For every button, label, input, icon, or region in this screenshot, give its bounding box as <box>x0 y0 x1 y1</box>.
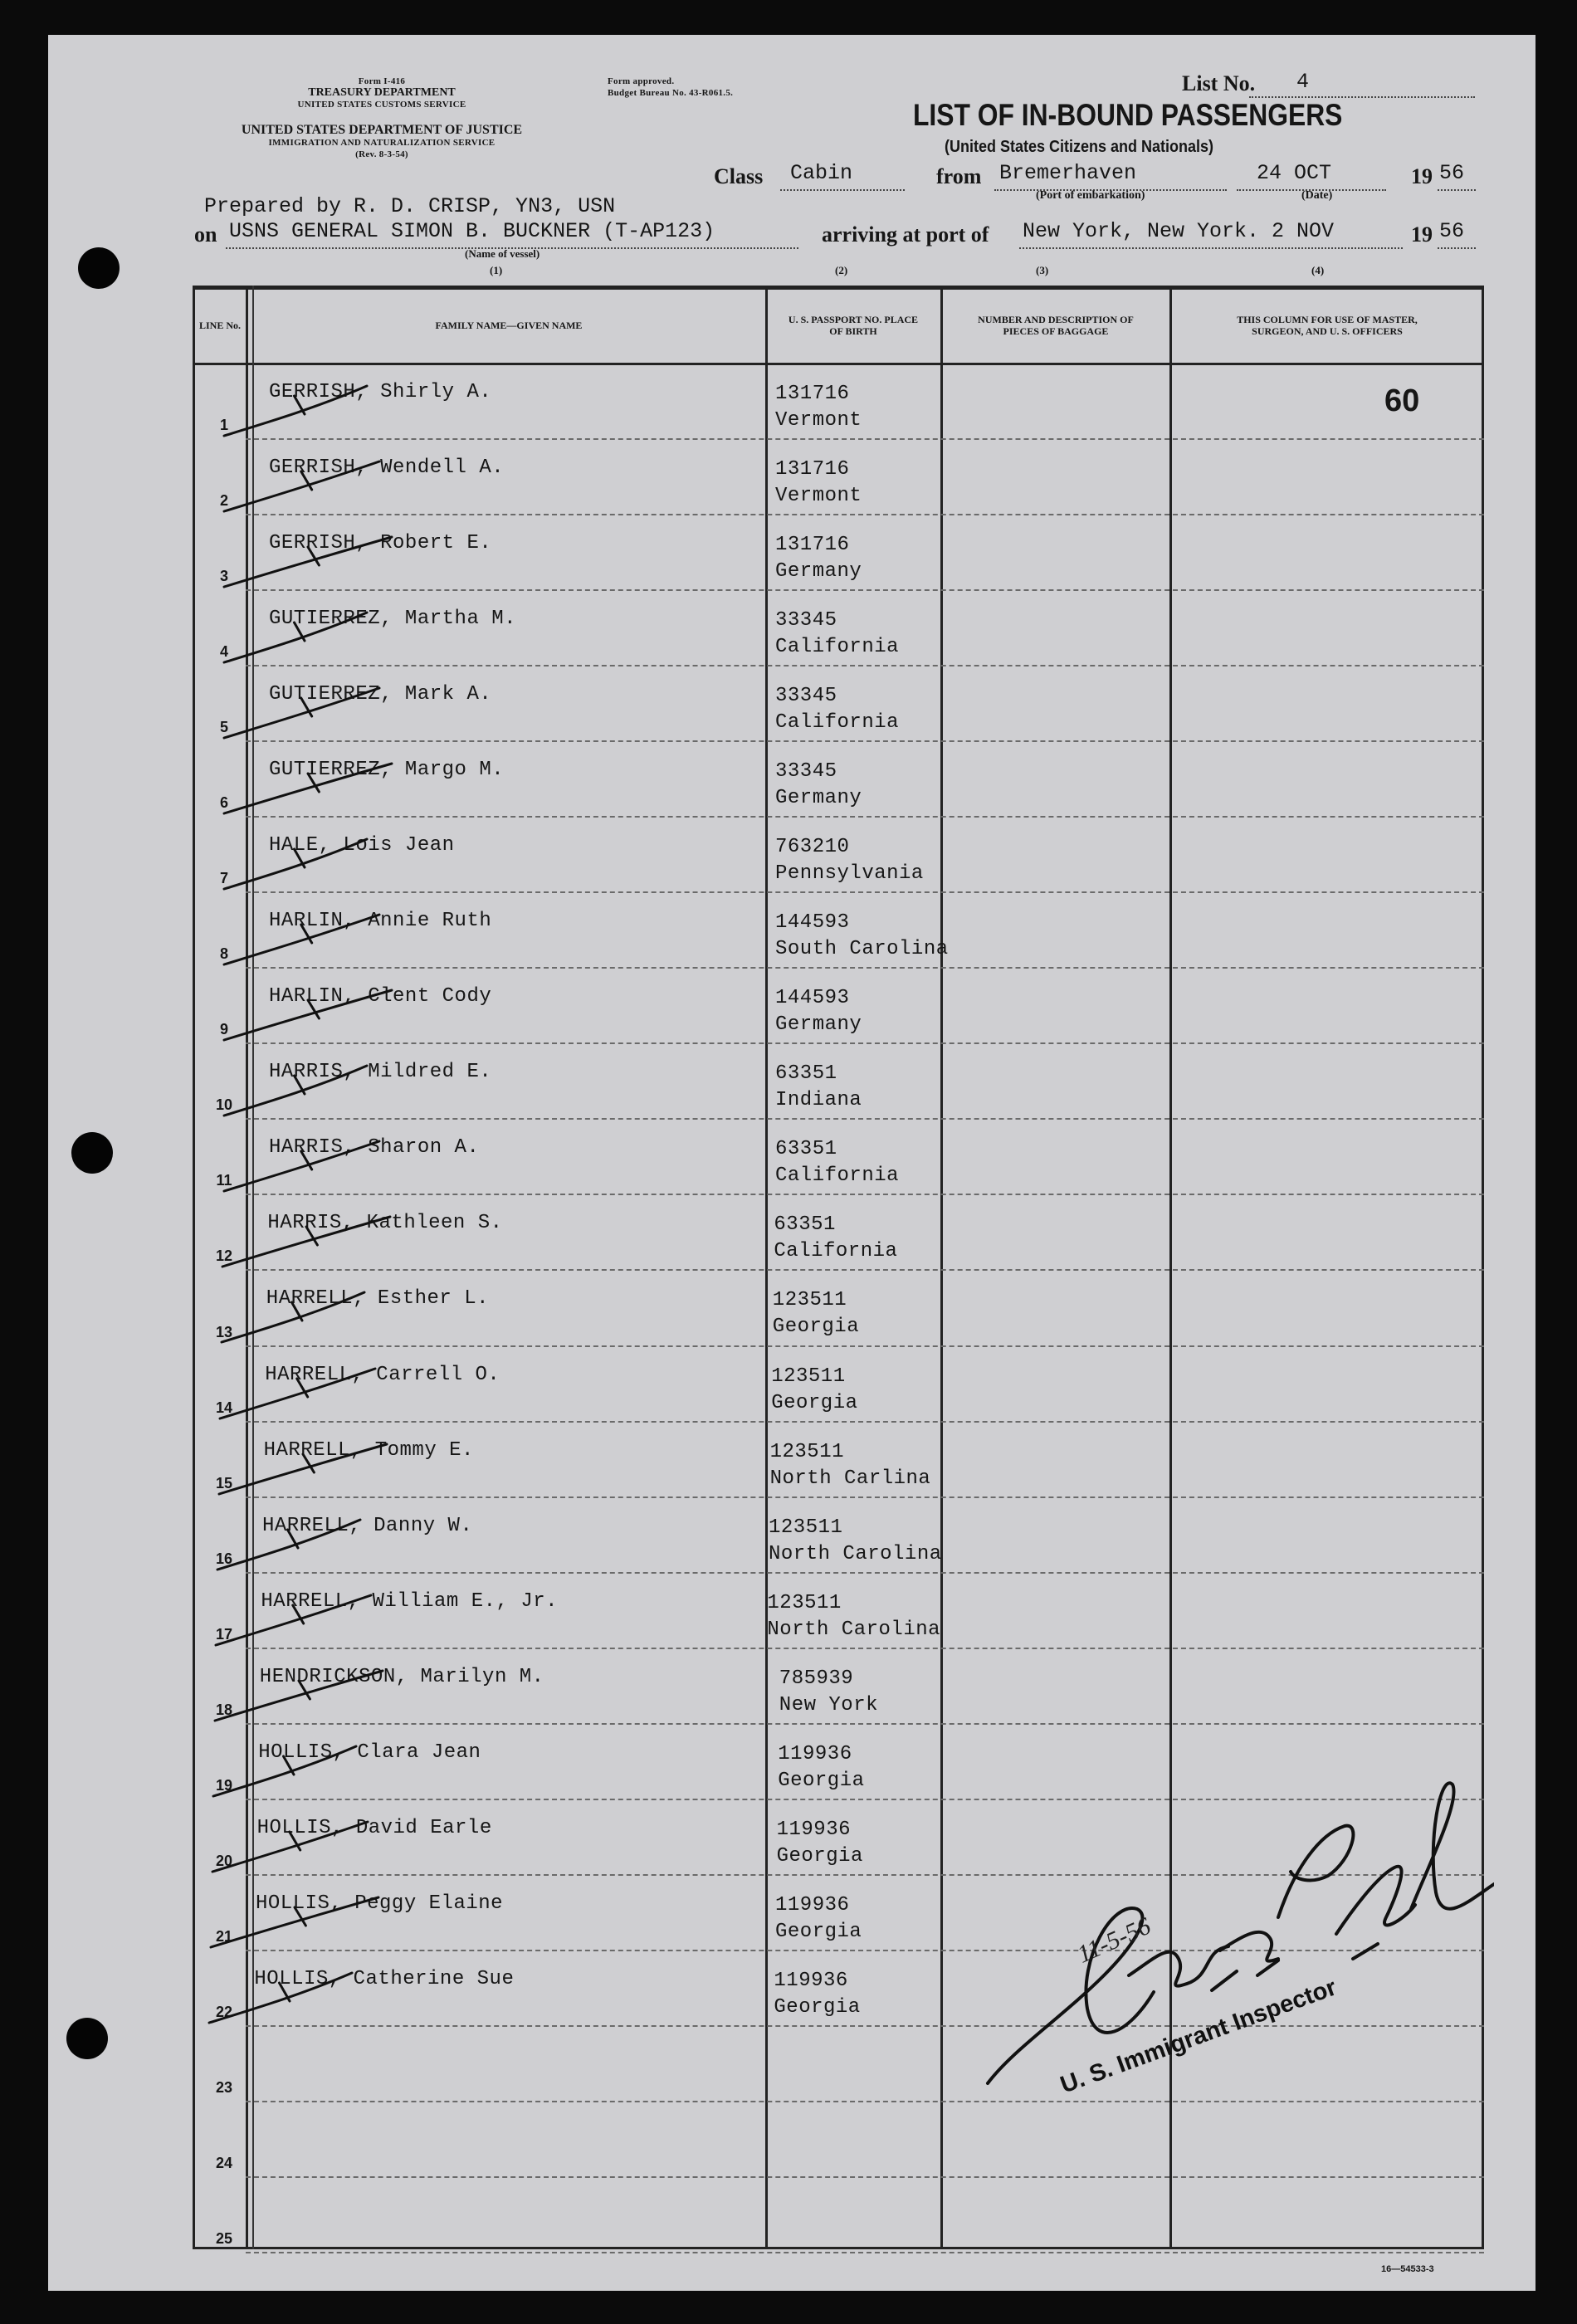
row-passenger-name: HOLLIS, Peggy Elaine <box>256 1892 504 1915</box>
row-check-mark <box>213 1354 396 1428</box>
row-place-of-birth: Vermont <box>775 409 862 432</box>
row-passport-no: 63351 <box>775 1062 837 1086</box>
row-line-number: 21 <box>215 1927 233 1945</box>
row-passenger-name: HARRELL, William E., Jr. <box>261 1589 559 1613</box>
row-line-number: 2 <box>219 492 228 510</box>
binder-hole-top <box>78 247 120 289</box>
class-label: Class <box>714 164 764 188</box>
binder-hole-bottom <box>66 2018 108 2059</box>
column-number-3: (3) <box>1036 264 1049 276</box>
row-line-number: 18 <box>215 1701 233 1718</box>
row-place-of-birth: Germany <box>775 787 862 810</box>
row-passport-no: 33345 <box>775 685 837 708</box>
row-place-of-birth: Georgia <box>776 1844 863 1868</box>
row-check-mark <box>208 1656 391 1731</box>
row-line-number: 1 <box>219 417 228 434</box>
row-passport-no: 123511 <box>767 1591 842 1614</box>
row-passenger-name: HOLLIS, David Earle <box>256 1816 492 1839</box>
row-passenger-name: HARRIS, Kathleen S. <box>267 1212 503 1235</box>
row-passenger-name: HARRIS, Mildred E. <box>269 1061 492 1084</box>
row-check-mark <box>217 371 400 446</box>
row-passenger-name: HALE, Lois Jean <box>269 834 455 857</box>
vessel-name: USNS GENERAL SIMON B. BUCKNER (T-AP123) <box>229 219 715 243</box>
row-check-mark <box>217 522 400 597</box>
on-label: on <box>194 222 217 247</box>
revision: (Rev. 8-3-54) <box>355 149 408 159</box>
row-check-mark <box>217 900 400 974</box>
inspector-signature-stamp <box>963 1768 1494 2100</box>
binder-hole-middle <box>71 1132 113 1174</box>
row-line-number: 11 <box>216 1172 232 1189</box>
embarkation-port: Bremerhaven <box>999 161 1137 185</box>
row-passport-no: 123511 <box>771 1365 846 1388</box>
row-passport-no: 119936 <box>778 1742 852 1765</box>
header-baggage: NUMBER AND DESCRIPTION OF PIECES OF BAGGAGE <box>978 314 1134 337</box>
row-passport-no: 763210 <box>775 836 850 859</box>
row-passenger-name: GERRISH, Wendell A. <box>269 456 505 480</box>
row-passport-no: 123511 <box>769 1440 845 1463</box>
row-passport-no: 119936 <box>776 1818 852 1841</box>
ins-service: IMMIGRATION AND NATURALIZATION SERVICE <box>268 138 496 148</box>
row-place-of-birth: Georgia <box>771 1391 858 1414</box>
row-place-of-birth: Germany <box>775 560 862 583</box>
row-line-number: 5 <box>219 719 228 736</box>
row-passport-no: 63351 <box>774 1213 836 1237</box>
row-separator <box>246 514 1484 515</box>
year2-suffix: 56 <box>1439 219 1465 243</box>
row-line-number: 24 <box>215 2154 233 2171</box>
row-place-of-birth: Georgia <box>778 1769 865 1792</box>
list-no-value: 4 <box>1296 70 1310 94</box>
row-passport-no: 144593 <box>775 911 850 935</box>
row-passenger-name: GUTIERREZ, Martha M. <box>269 608 517 631</box>
stamp-date: 11-5-56 <box>1073 1911 1155 1969</box>
row-passport-no: 123511 <box>772 1289 847 1312</box>
row-separator <box>246 2252 1484 2253</box>
row-separator <box>246 1194 1484 1195</box>
row-check-mark <box>217 673 400 748</box>
row-line-number: 9 <box>219 1021 228 1038</box>
class-value: Cabin <box>790 161 853 185</box>
row-place-of-birth: Georgia <box>772 1316 860 1339</box>
row-line-number: 22 <box>215 2003 233 2020</box>
row-line-number: 6 <box>219 794 228 812</box>
passenger-count-note: 60 <box>1384 383 1420 418</box>
from-label: from <box>936 164 982 188</box>
row-separator <box>246 1345 1484 1347</box>
row-place-of-birth: Indiana <box>775 1089 862 1112</box>
row-line-number: 3 <box>219 568 228 585</box>
row-passport-no: 785939 <box>779 1667 854 1690</box>
form-approved: Form approved. <box>608 76 675 86</box>
row-passport-no: 33345 <box>775 760 837 784</box>
customs-service: UNITED STATES CUSTOMS SERVICE <box>297 100 466 110</box>
row-line-number: 14 <box>215 1399 233 1416</box>
year2-prefix: 19 <box>1411 222 1433 247</box>
row-check-mark <box>207 1731 389 1806</box>
treasury-dept: TREASURY DEPARTMENT <box>308 86 456 99</box>
row-check-mark <box>217 447 400 521</box>
row-check-mark <box>211 1505 393 1579</box>
list-no-label: List No. <box>1182 71 1256 95</box>
row-place-of-birth: California <box>775 1164 900 1188</box>
justice-dept: UNITED STATES DEPARTMENT OF JUSTICE <box>241 123 523 137</box>
row-line-number: 16 <box>215 1550 233 1567</box>
row-line-number: 13 <box>215 1323 233 1340</box>
row-passport-no: 119936 <box>774 1969 848 1992</box>
row-check-mark <box>216 1202 398 1277</box>
row-separator <box>246 1269 1484 1271</box>
row-passport-no: 33345 <box>775 609 837 632</box>
footer-code: 16—54533-3 <box>1381 2264 1434 2274</box>
row-separator <box>246 1648 1484 1649</box>
row-line-number: 23 <box>215 2078 233 2096</box>
row-separator <box>246 665 1484 666</box>
row-separator <box>246 2101 1484 2102</box>
form-number: Form I-416 <box>358 76 406 86</box>
row-line-number: 7 <box>219 870 228 887</box>
row-passenger-name: HARLIN, Annie Ruth <box>269 910 492 933</box>
row-passenger-name: HARRELL, Esther L. <box>266 1287 490 1311</box>
header-name: FAMILY NAME—GIVEN NAME <box>435 320 583 331</box>
row-check-mark <box>215 1277 398 1352</box>
row-separator <box>246 589 1484 591</box>
header-officers: THIS COLUMN FOR USE OF MASTER, SURGEON, AND U. S. OFFICERS <box>1237 314 1418 337</box>
arriving-label: arriving at port of <box>822 222 989 247</box>
row-passport-no: 119936 <box>775 1893 850 1916</box>
row-place-of-birth: California <box>774 1240 898 1263</box>
column-number-4: (4) <box>1311 264 1325 276</box>
row-passport-no: 144593 <box>775 987 850 1010</box>
row-check-mark <box>204 1882 387 1957</box>
year-suffix: 56 <box>1439 161 1465 185</box>
row-place-of-birth: Georgia <box>774 1995 861 2019</box>
row-check-mark <box>209 1580 392 1655</box>
row-passenger-name: HENDRICKSON, Marilyn M. <box>259 1665 544 1688</box>
row-place-of-birth: Georgia <box>775 1920 862 1943</box>
row-place-of-birth: Vermont <box>775 485 862 508</box>
row-line-number: 4 <box>219 643 228 661</box>
embarkation-date: 24 OCT <box>1257 161 1332 185</box>
row-separator <box>246 740 1484 742</box>
row-passenger-name: HARRELL, Danny W. <box>262 1514 473 1537</box>
row-separator <box>246 891 1484 893</box>
row-passenger-name: HOLLIS, Clara Jean <box>258 1741 481 1764</box>
row-line-number: 17 <box>215 1625 233 1643</box>
row-separator <box>246 438 1484 440</box>
row-passenger-name: HOLLIS, Catherine Sue <box>254 1967 515 1990</box>
row-place-of-birth: North Carolina <box>767 1618 941 1641</box>
row-separator <box>246 816 1484 818</box>
page-subtitle: (United States Citizens and Nationals) <box>945 138 1214 156</box>
row-passport-no: 131716 <box>775 534 850 557</box>
row-check-mark <box>217 598 400 672</box>
row-check-mark <box>217 1126 400 1201</box>
row-passport-no: 131716 <box>775 458 850 481</box>
row-place-of-birth: South Carolina <box>775 938 949 961</box>
row-line-number: 12 <box>215 1247 233 1265</box>
arrival-port-date: New York, New York. 2 NOV <box>1023 219 1335 243</box>
row-passenger-name: HARRELL, Tommy E. <box>263 1438 474 1462</box>
year-prefix: 19 <box>1411 164 1433 188</box>
row-separator <box>246 1572 1484 1574</box>
vessel-caption: (Name of vessel) <box>465 247 540 260</box>
header-line-no: LINE No. <box>198 320 241 331</box>
row-check-mark <box>212 1429 395 1504</box>
row-separator <box>246 1118 1484 1120</box>
row-check-mark <box>217 824 400 899</box>
row-passenger-name: HARRELL, Carrell O. <box>265 1363 500 1386</box>
row-place-of-birth: Germany <box>775 1013 862 1037</box>
row-separator <box>246 1496 1484 1498</box>
row-check-mark <box>217 749 400 823</box>
date-caption: (Date) <box>1301 189 1333 202</box>
row-passenger-name: GERRISH, Robert E. <box>269 532 492 555</box>
row-check-mark <box>203 1958 385 2033</box>
row-place-of-birth: California <box>775 636 900 659</box>
page-title: LIST OF IN-BOUND PASSENGERS <box>913 98 1343 132</box>
row-separator <box>246 1421 1484 1423</box>
row-separator <box>246 2176 1484 2178</box>
row-passport-no: 123511 <box>769 1516 843 1539</box>
prepared-by: Prepared by R. D. CRISP, YN3, USN <box>204 194 616 218</box>
row-passport-no: 63351 <box>775 1138 837 1161</box>
row-separator <box>246 1723 1484 1725</box>
row-check-mark <box>217 975 400 1050</box>
row-passenger-name: GUTIERREZ, Mark A. <box>269 683 492 706</box>
row-place-of-birth: North Carlina <box>769 1467 931 1490</box>
row-check-mark <box>206 1807 388 1882</box>
row-separator <box>246 967 1484 969</box>
row-place-of-birth: North Carolina <box>769 1542 942 1565</box>
column-number-2: (2) <box>835 264 848 276</box>
row-line-number: 15 <box>215 1474 233 1492</box>
row-line-number: 20 <box>215 1852 233 1869</box>
row-place-of-birth: California <box>775 711 900 735</box>
row-passenger-name: GUTIERREZ, Margo M. <box>269 759 505 782</box>
row-line-number: 8 <box>219 945 228 963</box>
row-passenger-name: HARRIS, Sharon A. <box>269 1136 480 1160</box>
row-line-number: 10 <box>215 1096 233 1114</box>
embarkation-caption: (Port of embarkation) <box>1036 189 1145 202</box>
row-line-number: 19 <box>215 1776 233 1794</box>
row-place-of-birth: Pennsylvania <box>775 862 924 886</box>
row-passenger-name: HARLIN, Clent Cody <box>269 985 492 1008</box>
row-passport-no: 131716 <box>775 383 850 405</box>
row-check-mark <box>217 1051 400 1125</box>
header-passport: U. S. PASSPORT NO. PLACE OF BIRTH <box>788 314 919 337</box>
row-line-number: 25 <box>215 2230 233 2247</box>
row-place-of-birth: New York <box>779 1693 879 1716</box>
budget-bureau: Budget Bureau No. 43-R061.5. <box>608 88 734 98</box>
inspector-title: U. S. Immigrant Inspector <box>1057 1974 1340 2099</box>
column-number-1: (1) <box>490 264 503 276</box>
row-passenger-name: GERRISH, Shirly A. <box>269 381 492 403</box>
row-separator <box>246 1042 1484 1044</box>
